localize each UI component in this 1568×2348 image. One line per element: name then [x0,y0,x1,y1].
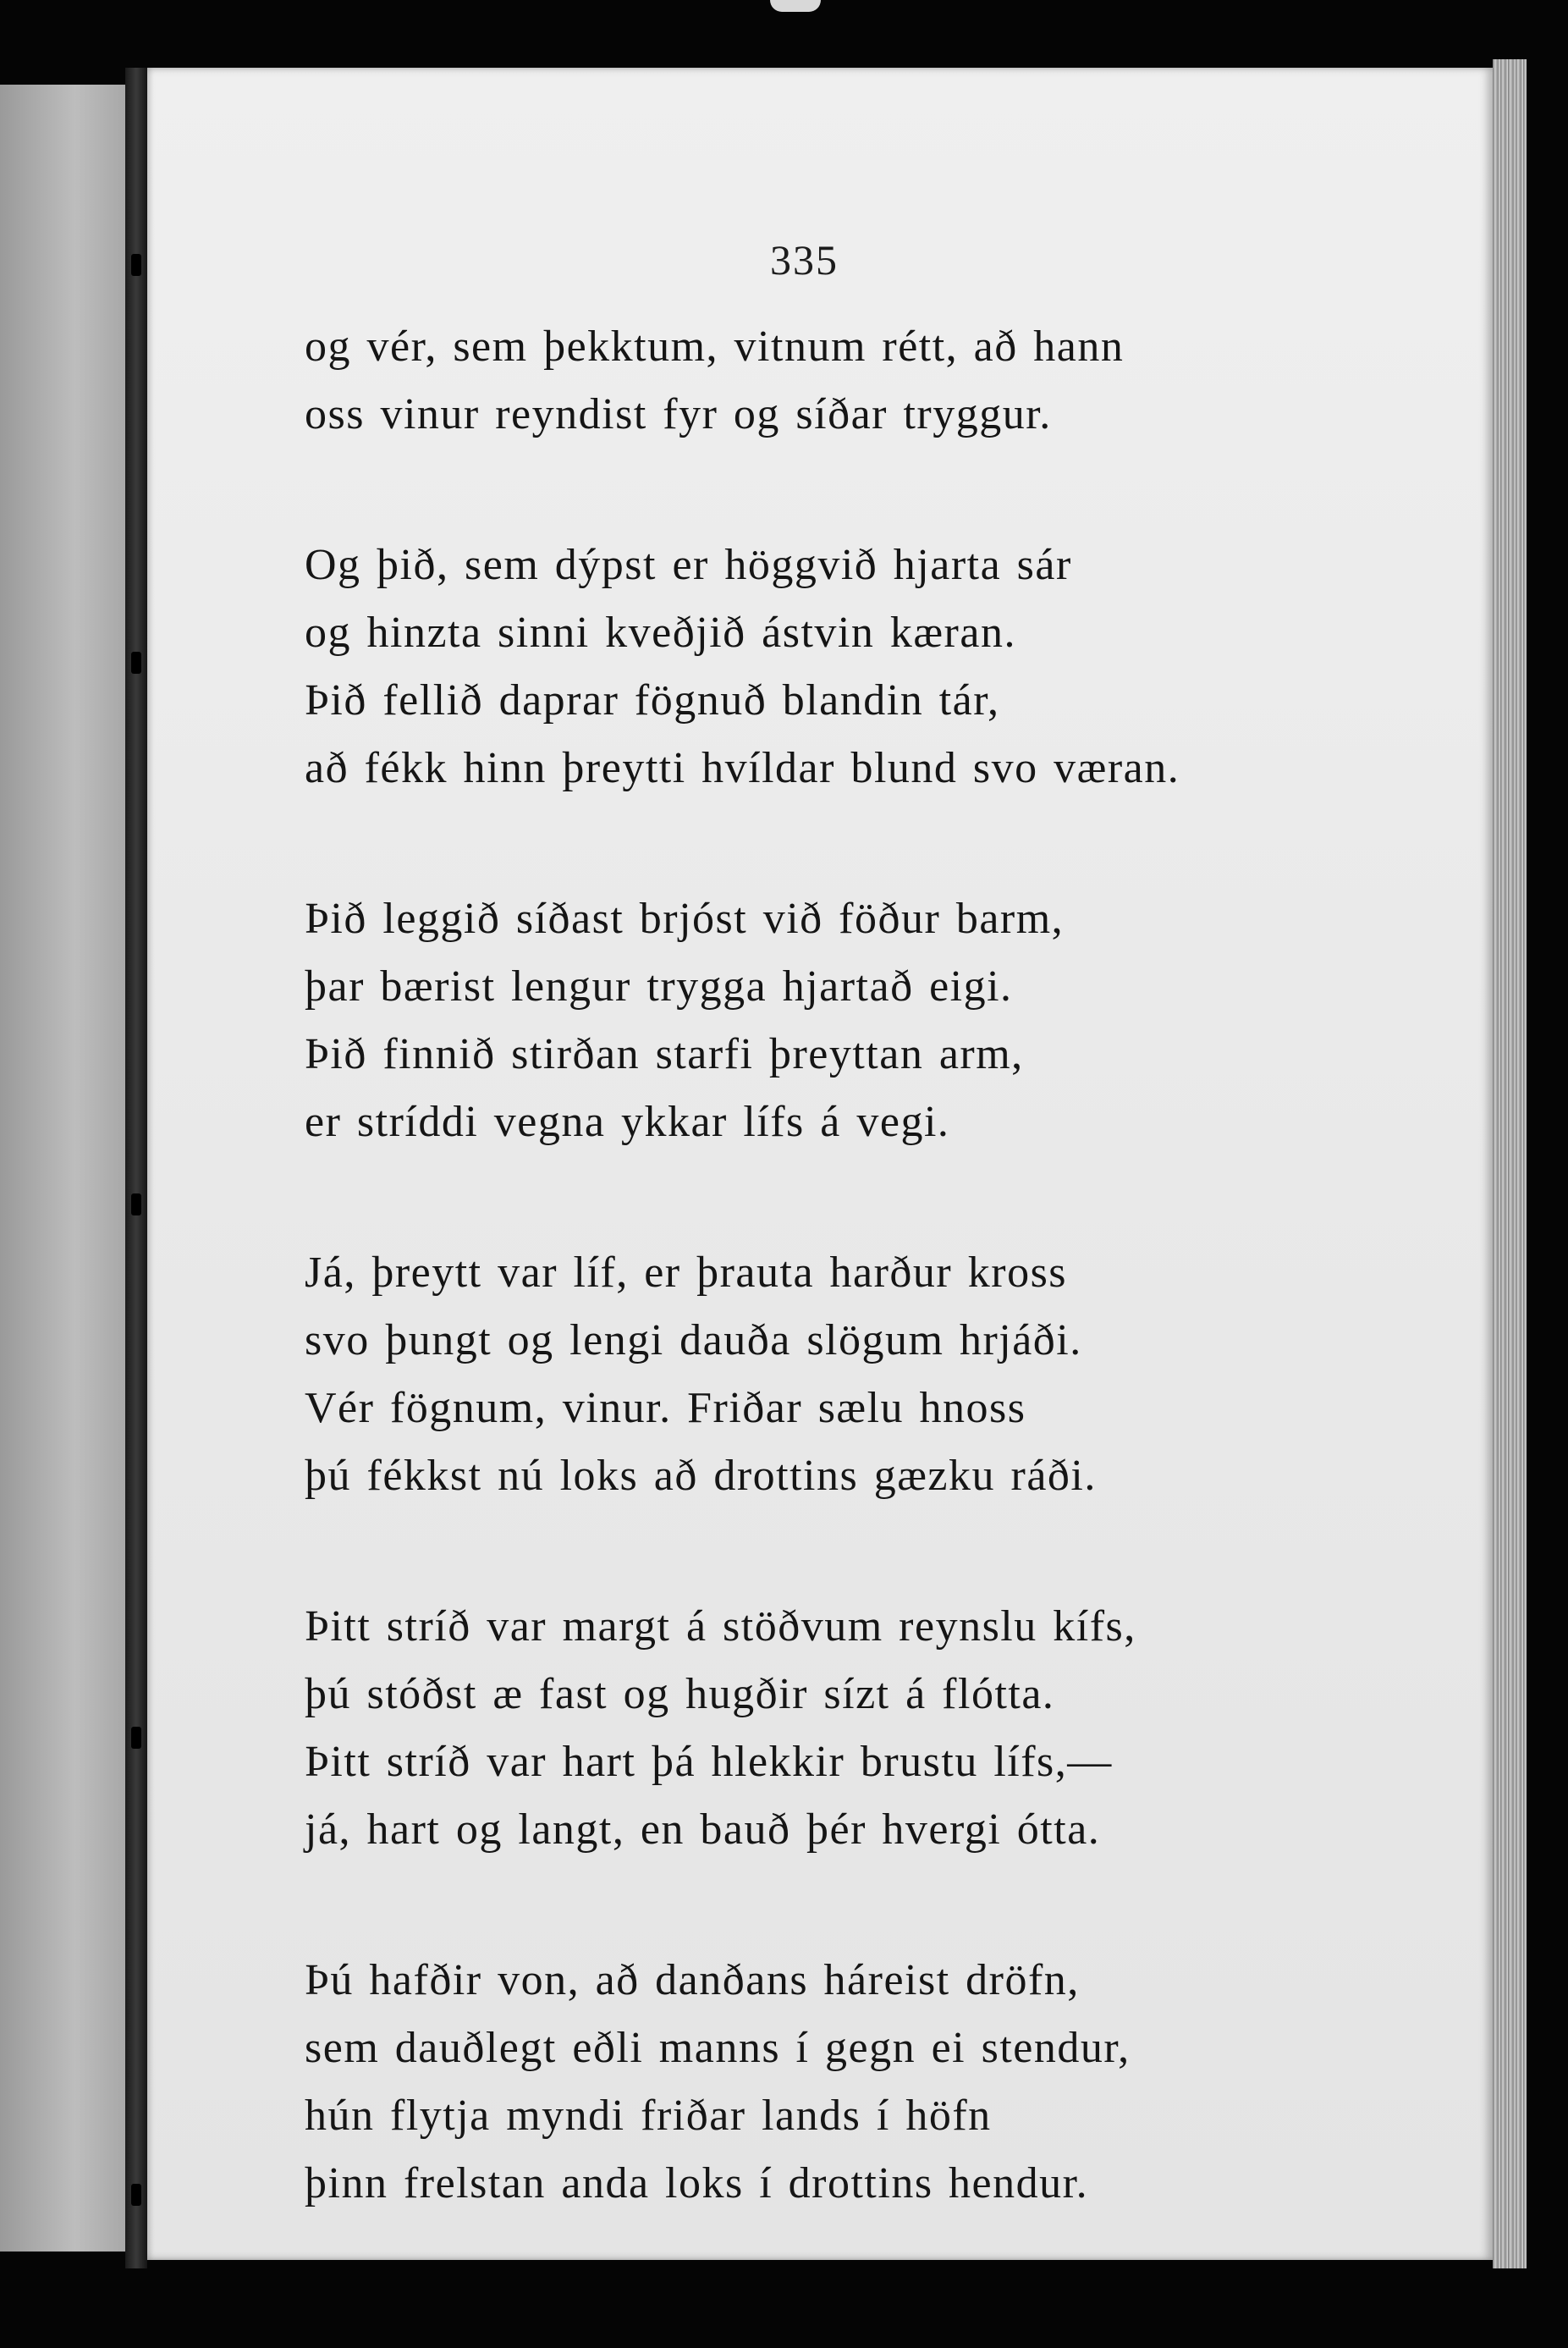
previous-page-edge [0,85,125,2252]
stanza-5 [305,1593,1455,1864]
poem-line: er stríddi vegna ykkar lífs á vegi. [305,1098,950,1146]
stanza-6 [305,1947,1455,2218]
stanza-1 [305,313,1455,449]
gutter-mark [131,652,141,674]
poem-line: að fékk hinn þreytti hvíldar blund svo væran. [305,744,1180,792]
poem-line: Þitt stríð var hart þá hlekkir brustu lífs,— [305,1738,1113,1786]
poem-line: þinn frelstan anda loks í drottins hendur. [305,2159,1089,2207]
poem-line: Þið leggið síðast brjóst við föður barm, [305,895,1065,943]
poem-line: Þú hafðir von, að danðans háreist dröfn, [305,1956,1080,2004]
book-gutter [125,68,147,2268]
poem-line: já, hart og langt, en bauð þér hvergi ótta. [305,1805,1101,1854]
poem-line: Vér fögnum, vinur. Friðar sælu hnoss [305,1384,1026,1432]
stanza-3 [305,885,1455,1156]
gutter-mark [131,254,141,276]
page-edges [1493,59,1527,2268]
poem [305,313,1455,2301]
poem-line: Þið fellið daprar fögnuð blandin tár, [305,676,1000,725]
poem-line: Þið finnið stirðan starfi þreyttan arm, [305,1030,1024,1078]
poem-line: þar bærist lengur trygga hjartað eigi. [305,962,1013,1011]
poem-line: Þitt stríð var margt á stöðvum reynslu kífs, [305,1602,1136,1651]
gutter-mark [131,1727,141,1749]
gutter-mark [131,2184,141,2206]
poem-line: og vér, sem þekktum, vitnum rétt, að hann [305,322,1125,371]
scan-artifact [770,0,821,12]
poem-line: þú fékkst nú loks að drottins gæzku ráði. [305,1452,1097,1500]
poem-line: og hinzta sinni kveðjið ástvin kæran. [305,609,1016,657]
stanza-2 [305,532,1455,802]
poem-line: oss vinur reyndist fyr og síðar tryggur. [305,390,1052,438]
poem-line: Og þið, sem dýpst er höggvið hjarta sár [305,541,1072,589]
poem-line: svo þungt og lengi dauða slögum hrjáði. [305,1316,1082,1364]
stanza-4 [305,1239,1455,1510]
poem-line: hún flytja myndi friðar lands í höfn [305,2092,992,2140]
gutter-mark [131,1193,141,1215]
poem-line: þú stóðst æ fast og hugðir sízt á flótta. [305,1670,1055,1718]
poem-line: sem dauðlegt eðli manns í gegn ei stendur, [305,2024,1131,2072]
page-number: 335 [770,236,839,284]
poem-line: Já, þreytt var líf, er þrauta harður kross [305,1248,1068,1297]
